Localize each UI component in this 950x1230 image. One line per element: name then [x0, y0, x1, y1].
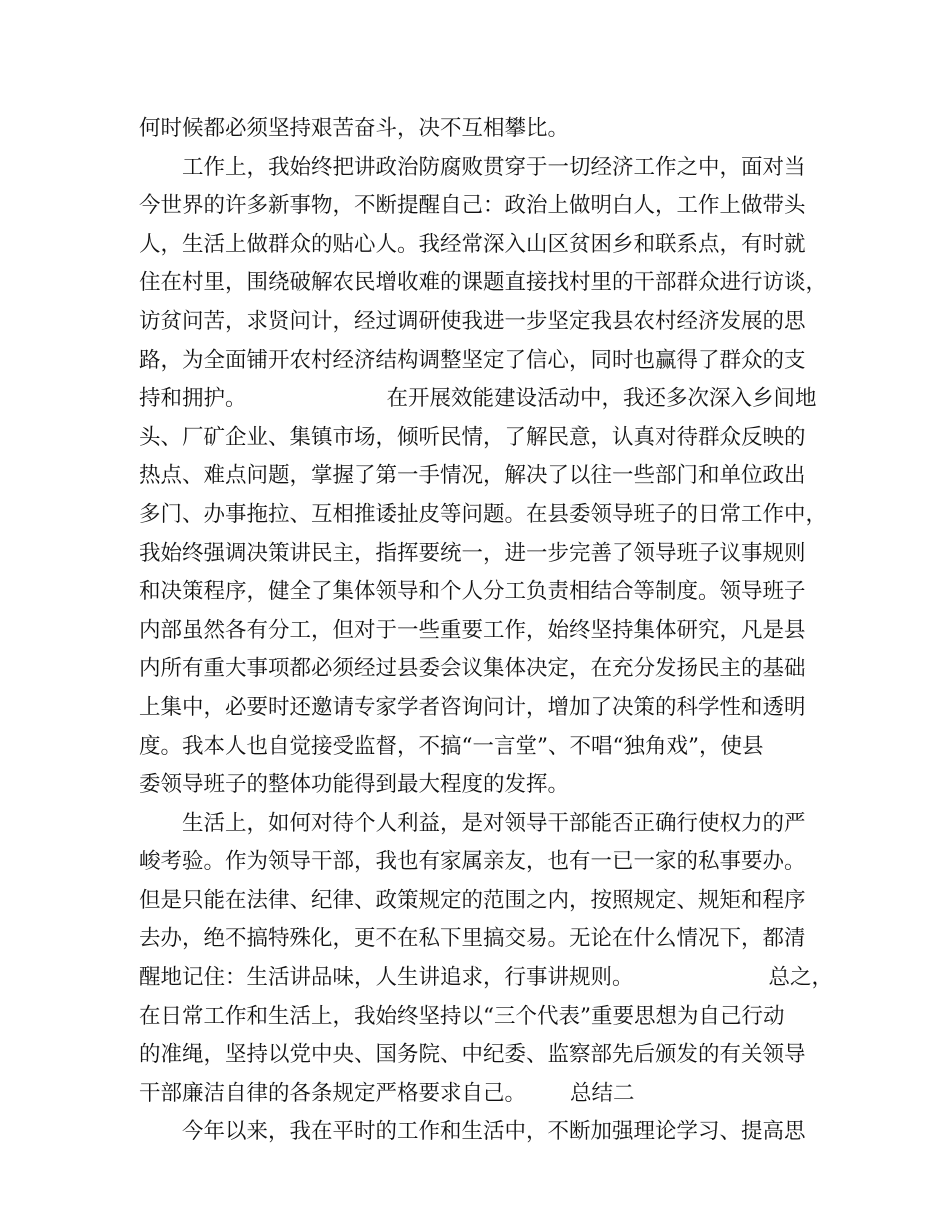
text-line: [139, 573, 829, 612]
text-line: [139, 1075, 829, 1114]
paragraph-start-line: [139, 805, 829, 844]
text-line: [139, 380, 829, 419]
text-line: [139, 457, 829, 496]
text-line-content: 今世界的许多新事物，不断提醒自己：政治上做明白人，工作上做带头: [139, 193, 806, 219]
text-line-content: 内部虽然各有分工，但对于一些重要工作，始终坚持集体研究，凡是县: [139, 617, 806, 643]
text-line-content: 总之，: [768, 965, 834, 991]
text-line-content: 人，生活上做群众的贴心人。我经常深入山区贫困乡和联系点，有时就: [139, 231, 806, 257]
text-line-content: 醒地记住：生活讲品味，人生讲追求，行事讲规则。: [139, 965, 634, 991]
text-line: [139, 496, 829, 535]
text-line: [139, 612, 829, 651]
text-line-content: 委领导班子的整体功能得到最大程度的发挥。: [139, 772, 570, 798]
text-line: [139, 650, 829, 689]
text-line-content: 干部廉洁自律的各条规定严格要求自己。: [139, 1080, 527, 1106]
text-line: [139, 303, 829, 342]
text-line-content: 住在村里，围绕破解农民增收难的课题直接找村里的干部群众进行访谈，: [139, 270, 828, 296]
section-heading: 总结二: [570, 1080, 635, 1106]
text-line-content: 上集中，必要时还邀请专家学者咨询问计，增加了决策的科学性和透明: [139, 694, 806, 720]
text-line: [139, 110, 829, 149]
text-line: [139, 766, 829, 805]
text-line-content: 在日常工作和生活上，我始终坚持以“三个代表”重要思想为自己行动: [139, 1003, 785, 1029]
text-line-content: 生活上，如何对待个人利益，是对领导干部能否正确行使权力的严: [182, 810, 806, 836]
text-line-content: 在开展效能建设活动中，我还多次深入乡间地: [386, 386, 817, 412]
text-line: [139, 1036, 829, 1075]
text-line: [139, 920, 829, 959]
text-line-content: 访贫问苦，求贤问计，经过调研使我进一步坚定我县农村经济发展的思: [139, 308, 806, 334]
text-line-content: 峻考验。作为领导干部，我也有家属亲友，也有一已一家的私事要办。: [139, 849, 806, 875]
text-line: [139, 882, 829, 921]
text-line-content: 但是只能在法律、纪律、政策规定的范围之内，按照规定、规矩和程序: [139, 887, 806, 913]
text-line: [139, 226, 829, 265]
paragraph-start-line: [139, 149, 829, 188]
text-line: [139, 843, 829, 882]
text-line-content: 路，为全面铺开农村经济结构调整坚定了信心，同时也赢得了群众的支: [139, 347, 806, 373]
text-line: [139, 998, 829, 1037]
text-line-content: 今年以来，我在平时的工作和生活中，不断加强理论学习、提高思: [182, 1119, 806, 1145]
text-line-content: 工作上，我始终把讲政治防腐败贯穿于一切经济工作之中，面对当: [182, 154, 806, 180]
text-line-content: 持和拥护。: [139, 386, 247, 412]
text-line-content: 多门、办事拖拉、互相推诿扯皮等问题。在县委领导班子的日常工作中，: [139, 501, 828, 527]
text-line-content: 度。我本人也自觉接受监督，不搞“一言堂”、不唱“独角戏”，使县: [139, 733, 764, 759]
text-line-content: 的准绳，坚持以党中央、国务院、中纪委、监察部先后颁发的有关领导: [139, 1042, 806, 1068]
text-line: [139, 959, 834, 998]
text-line: [139, 535, 829, 574]
text-line: [139, 419, 829, 458]
text-line: [139, 264, 829, 303]
text-line-content: 和决策程序，健全了集体领导和个人分工负责相结合等制度。领导班子: [139, 579, 806, 605]
text-line: [139, 728, 829, 767]
text-line-content: 内所有重大事项都必须经过县委会议集体决定，在充分发扬民主的基础: [139, 656, 806, 682]
text-line-content: 去办，绝不搞特殊化，更不在私下里搞交易。无论在什么情况下，都清: [139, 926, 806, 952]
document-body: [139, 110, 834, 1152]
text-line: [139, 342, 829, 381]
paragraph-start-line: [139, 1113, 829, 1152]
text-line: [139, 689, 829, 728]
text-line-content: 热点、难点问题，掌握了第一手情况，解决了以往一些部门和单位政出: [139, 463, 806, 489]
text-line-content: 我始终强调决策讲民主，指挥要统一，进一步完善了领导班子议事规则: [139, 540, 806, 566]
text-line-content: 头、厂矿企业、集镇市场，倾听民情，了解民意，认真对待群众反映的: [139, 424, 806, 450]
text-line-content: 何时候都必须坚持艰苦奋斗，决不互相攀比。: [139, 116, 570, 141]
text-line: [139, 187, 829, 226]
